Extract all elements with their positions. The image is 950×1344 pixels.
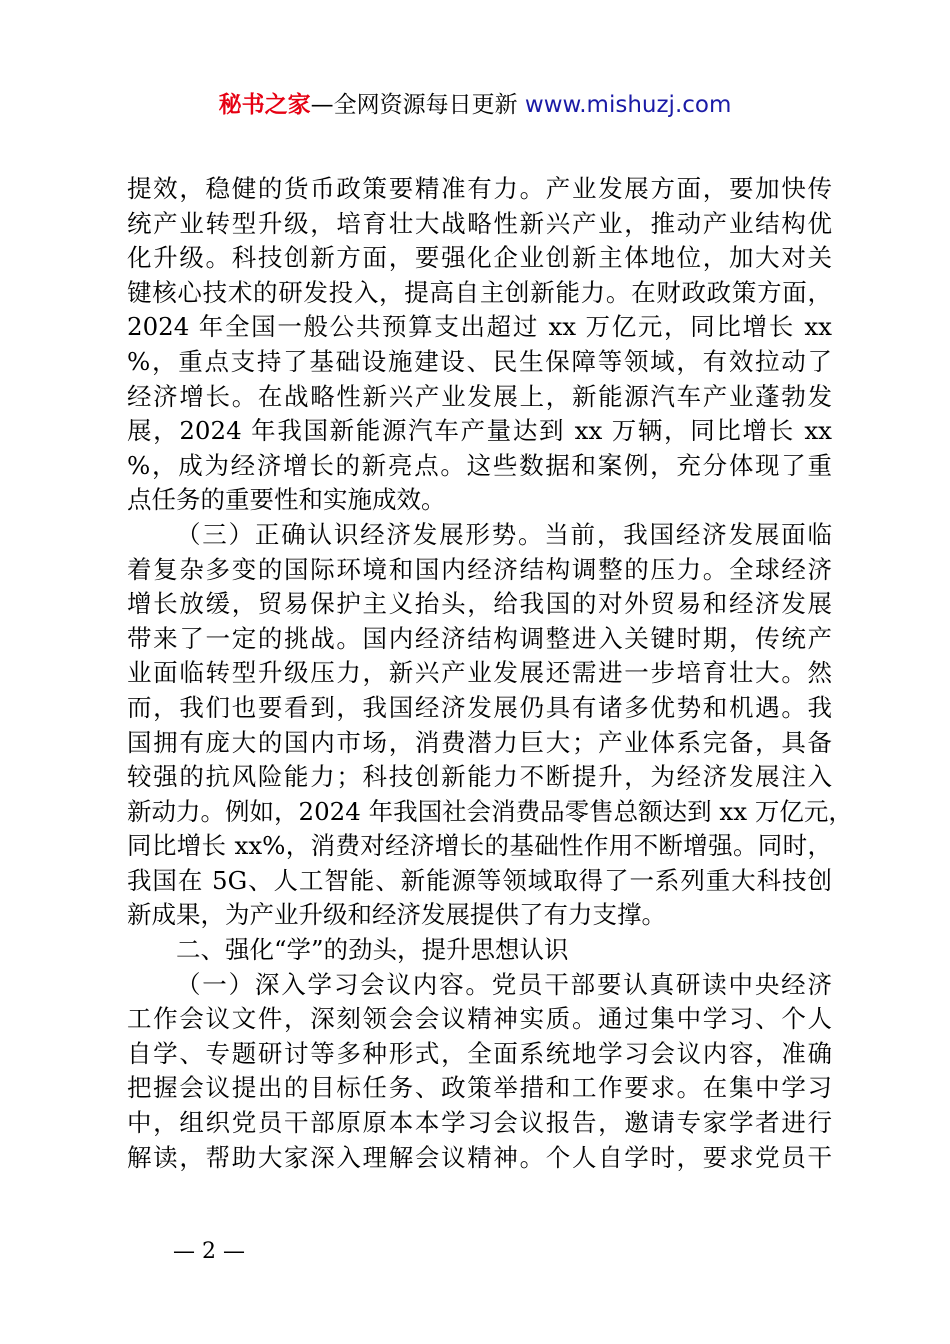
header-slogan: —全网资源每日更新 — [310, 92, 525, 118]
text-line: 自学、专题研讨等多种形式，全面系统地学习会议内容，准确 — [127, 1038, 832, 1068]
text-line: %，成为经济增长的新亮点。这些数据和案例，充分体现了重 — [127, 450, 832, 480]
text-line: 点任务的重要性和实施成效。 — [127, 485, 446, 515]
text-line: 键核心技术的研发投入，提高自主创新能力。在财政政策方面， — [127, 277, 832, 307]
text-line: 国拥有庞大的国内市场，消费潜力巨大；产业体系完备，具备 — [127, 727, 832, 757]
text-line: 带来了一定的挑战。国内经济结构调整进入关键时期，传统产 — [127, 623, 832, 653]
header-brand: 秘书之家 — [218, 92, 311, 118]
text-line: 化升级。科技创新方面，要强化企业创新主体地位，加大对关 — [127, 243, 832, 273]
text-line: 2024 年全国一般公共预算支出超过 xx 万亿元，同比增长 xx — [127, 312, 832, 342]
paragraph — [127, 968, 832, 1176]
text-line: 新动力。例如，2024 年我国社会消费品零售总额达到 xx 万亿元， — [127, 796, 853, 826]
text-line: 统产业转型升级，培育壮大战略性新兴产业，推动产业结构优 — [127, 208, 832, 238]
text-line: 增长放缓，贸易保护主义抬头，给我国的对外贸易和经济发展 — [127, 589, 832, 619]
text-line: 着复杂多变的国际环境和国内经济结构调整的压力。全球经济 — [127, 554, 832, 584]
text-line: 展，2024 年我国新能源汽车产量达到 xx 万辆，同比增长 xx — [127, 416, 832, 446]
page-header — [0, 88, 950, 122]
text-line: 把握会议提出的目标任务、政策举措和工作要求。在集中学习 — [127, 1073, 832, 1103]
text-line: 同比增长 xx%，消费对经济增长的基础性作用不断增强。同时， — [127, 831, 832, 861]
text-line: 较强的抗风险能力；科技创新能力不断提升，为经济发展注入 — [127, 762, 832, 792]
paragraph — [127, 518, 853, 933]
text-line: （三）正确认识经济发展形势。当前，我国经济发展面临 — [176, 519, 832, 549]
page-number: — 2 — — [173, 1239, 245, 1264]
text-line: 提效，稳健的货币政策要精准有力。产业发展方面，要加快传 — [127, 174, 832, 203]
paragraph — [127, 933, 832, 968]
text-line: 工作会议文件，深刻领会会议精神实质。通过集中学习、个人 — [127, 1004, 832, 1034]
paragraph — [127, 172, 832, 518]
text-line: %，重点支持了基础设施建设、民生保障等领域，有效拉动了 — [127, 346, 832, 376]
text-line: 二、强化“学”的劲头，提升思想认识 — [176, 935, 569, 965]
text-line: 中，组织党员干部原原本本学习会议报告，邀请专家学者进行 — [127, 1108, 832, 1138]
header-url-link[interactable]: www.mishuzj.com — [524, 92, 732, 118]
text-line: （一）深入学习会议内容。党员干部要认真研读中央经济 — [176, 969, 832, 999]
text-line: 解读，帮助大家深入理解会议精神。个人自学时，要求党员干 — [127, 1142, 832, 1172]
text-line: 新成果，为产业升级和经济发展提供了有力支撑。 — [127, 900, 666, 930]
document-body — [127, 172, 853, 1175]
text-line: 我国在 5G、人工智能、新能源等领域取得了一系列重大科技创 — [127, 865, 832, 895]
text-line: 经济增长。在战略性新兴产业发展上，新能源汽车产业蓬勃发 — [127, 381, 832, 411]
text-line: 而，我们也要看到，我国经济发展仍具有诸多优势和机遇。我 — [127, 692, 832, 722]
text-line: 业面临转型升级压力，新兴产业发展还需进一步培育壮大。然 — [127, 658, 832, 688]
